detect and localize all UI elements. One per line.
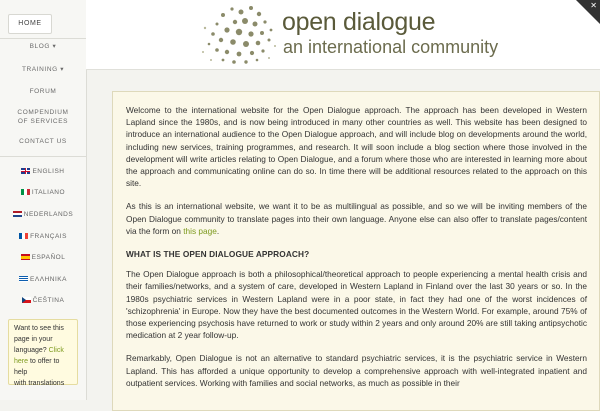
this-page-link[interactable]: this page <box>183 225 217 236</box>
spain-flag-icon <box>21 254 30 260</box>
nav-compendium-line1: COMPENDIUM <box>17 109 69 116</box>
multilingual-paragraph <box>126 200 587 237</box>
language-label: ENGLISH <box>32 168 65 175</box>
language-espanol-link[interactable] <box>0 254 86 261</box>
nav-forum-link[interactable]: FORUM <box>29 88 57 95</box>
help-line1: Want to see this <box>14 325 64 332</box>
language-label: ESPAÑOL <box>31 254 66 261</box>
help-here-link[interactable]: here <box>14 358 29 365</box>
nav-contact-link[interactable]: CONTACT US <box>19 138 67 145</box>
nav-compendium-line2: OF SERVICES <box>17 118 69 125</box>
language-italiano-link[interactable] <box>0 189 86 196</box>
language-francais-link[interactable] <box>0 233 86 240</box>
uk-flag-icon <box>21 168 30 174</box>
help-click-link[interactable]: Click <box>48 347 64 354</box>
divider <box>0 38 86 39</box>
remarkably-paragraph: Remarkably, Open Dialogue is not an alternative to standard psychiatric services, it is the psychiatric service in Western Lapland. This has afforded a unique opportunity to develop a comprehensive approach with well-integrated inpatient and outpatient services. Working with families and social networks, as much as possible in their <box>126 353 587 388</box>
nav-compendium-link[interactable] <box>0 108 86 126</box>
divider <box>0 156 86 157</box>
language-greek-link[interactable] <box>0 276 86 283</box>
italy-flag-icon <box>21 189 30 195</box>
sidebar <box>0 0 87 400</box>
language-label: ΕΛΛΗΝΙΚΑ <box>30 276 67 283</box>
greece-flag-icon <box>19 276 28 282</box>
help-line2: page in your <box>14 336 53 343</box>
language-nederlands-link[interactable] <box>0 211 86 218</box>
language-english-link[interactable] <box>0 168 86 175</box>
close-icon: ✕ <box>590 1 597 10</box>
approach-paragraph: The Open Dialogue approach is both a philosophical/theoretical approach to people experiencing a mental health crisis and their families/networks, and a system of care, developed in Western Lapland in Finland over the last 30 years or so. In the 1980s psychiatric services in Western Lapland were in a poor state, in fact they had one of the worst incidences of 'schizophrenia' in Europe. Now they have the best documented outcomes in the Western World. For example, around 75% of those experiencing psychosis have returned to work or study within 2 years and only around 20% are still taking antipsychotic medication at 2 year follow-up. <box>126 269 587 341</box>
nav-blog-link[interactable]: BLOG ▾ <box>29 43 57 50</box>
help-line4-suffix: to offer to help <box>14 358 60 376</box>
language-label: FRANÇAIS <box>30 233 67 240</box>
site-subtitle: an international community <box>283 37 499 57</box>
translation-help-box <box>8 319 78 385</box>
intro-paragraph: Welcome to the international website for the Open Dialogue approach. The approach has been developed in Western Lapland since the 1980s, and is now being introduced in many other countries as well. This website has been designed to introduce an international audience to the Open Dialogue approach, and will include blog on developments around the world, including new services, training programmes, and research. It will soon include a blog section where those involved in the development will write articles relating to Open Dialogue, and a forum where those who are interested in learning more about the approach and communicating online can do so. In time there will be additional resources related to the approach on this site. <box>126 105 587 189</box>
site-header <box>86 0 600 70</box>
site-title[interactable]: open dialogue <box>282 8 436 36</box>
language-label: ČEŠTINA <box>32 297 65 304</box>
language-czech-link[interactable] <box>0 297 86 304</box>
logo-dots-icon <box>199 2 277 68</box>
language-label: ITALIANO <box>31 189 66 196</box>
nav-training-link[interactable]: TRAINING ▾ <box>21 66 65 73</box>
czech-flag-icon <box>22 297 31 303</box>
nav-home-link[interactable]: HOME <box>8 14 52 34</box>
help-line3-prefix: language? <box>14 347 49 354</box>
section-heading: WHAT IS THE OPEN DIALOGUE APPROACH? <box>126 249 310 260</box>
help-line5: with translations <box>14 380 65 387</box>
multilingual-end: . <box>216 225 220 236</box>
multilingual-text: As this is an international website, we want it to be as multilingual as possible, and so we will be inviting members of the Open Dialogue community to translate pages into their own language. Anyone else can also offer to translate pages/content via the form on <box>126 201 587 236</box>
language-label: NEDERLANDS <box>23 211 74 218</box>
main-content <box>112 91 600 411</box>
netherlands-flag-icon <box>13 211 22 217</box>
france-flag-icon <box>19 233 28 239</box>
